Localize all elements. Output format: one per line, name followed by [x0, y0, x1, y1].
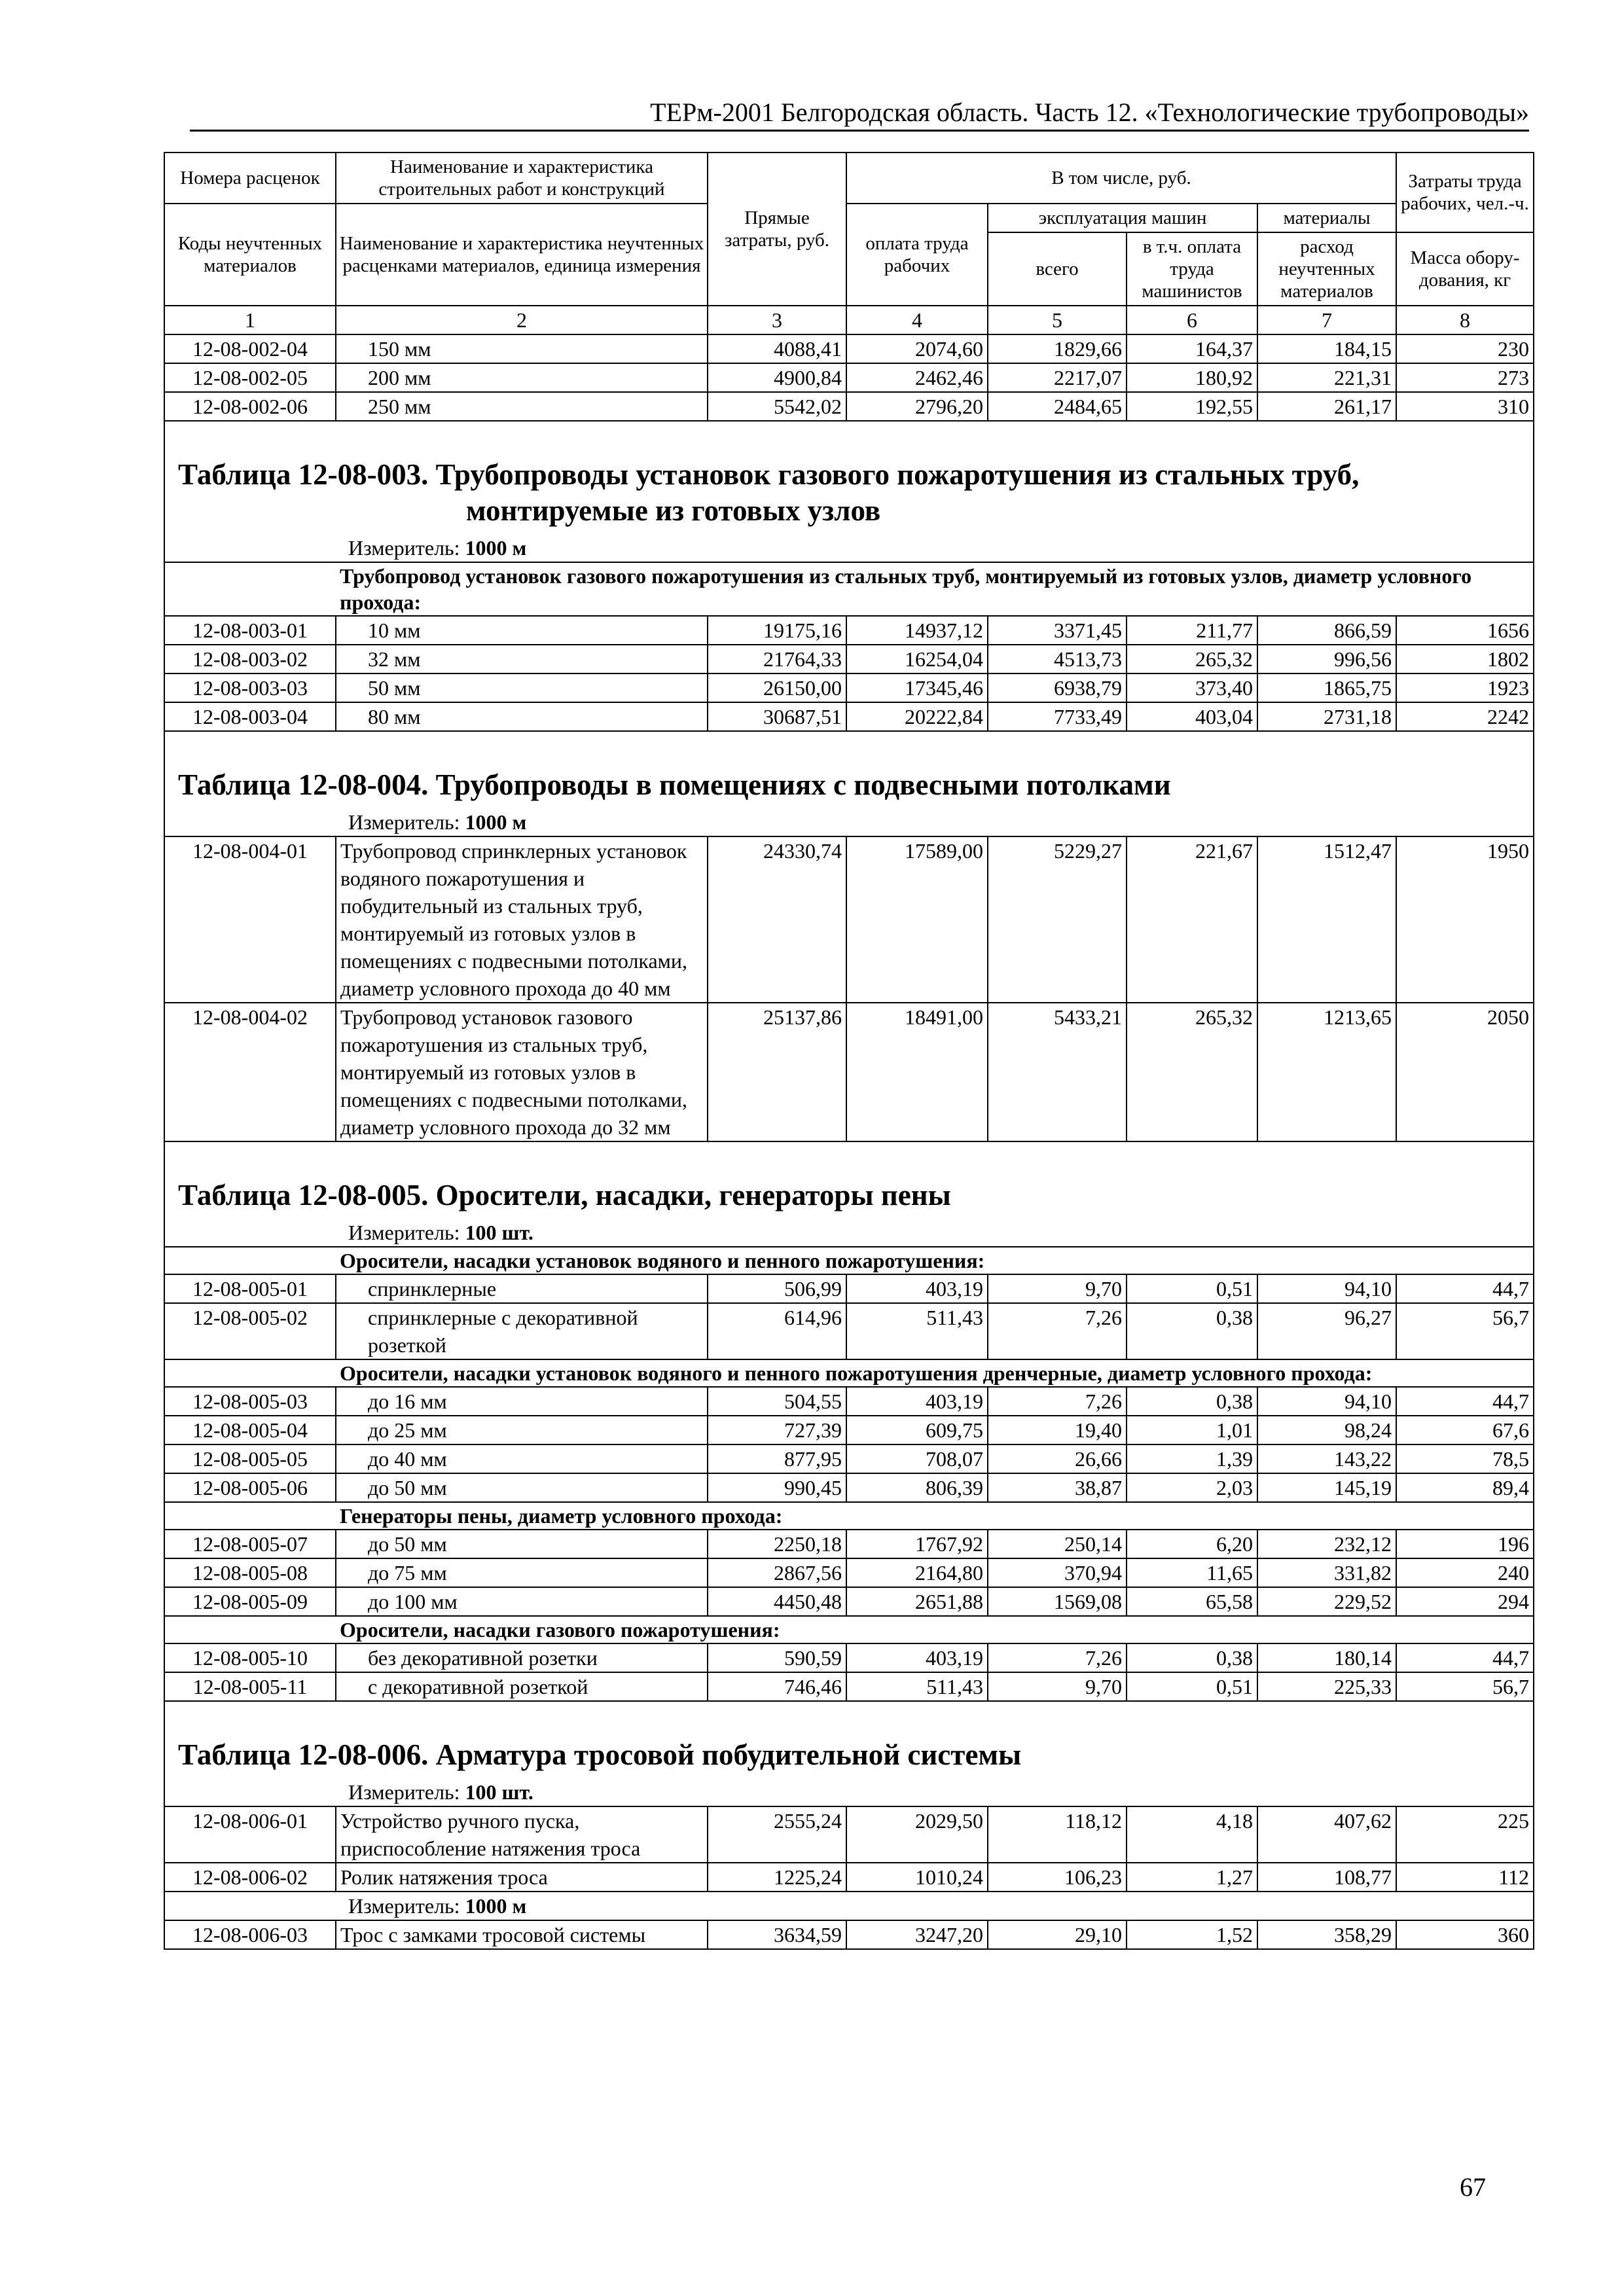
measure-value: 1000 м	[465, 810, 527, 834]
item-name: спринклерные	[336, 1274, 708, 1303]
rate-code: 12-08-005-07	[164, 1530, 336, 1558]
measure-label: Измеритель:	[348, 1780, 460, 1804]
operator-pay: 1,52	[1127, 1920, 1257, 1949]
col-head-direct-costs: Прямые затраты, руб.	[708, 152, 846, 306]
item-name: Ролик натяжения троса	[336, 1863, 708, 1892]
measure-value: 100 шт.	[465, 1221, 533, 1244]
col-number: 5	[988, 306, 1127, 334]
operator-pay: 0,38	[1127, 1643, 1257, 1672]
operator-pay: 11,65	[1127, 1558, 1257, 1587]
col-number: 7	[1257, 306, 1396, 334]
operator-pay: 1,01	[1127, 1416, 1257, 1444]
rate-code: 12-08-003-02	[164, 645, 336, 673]
machines-total: 4513,73	[988, 645, 1127, 673]
spacer	[164, 731, 1534, 738]
rate-code: 12-08-006-03	[164, 1920, 336, 1949]
operator-pay: 211,77	[1127, 616, 1257, 645]
section-row	[164, 1616, 1534, 1643]
table-row	[164, 702, 1534, 731]
col-number: 1	[164, 306, 336, 334]
col-number: 6	[1127, 306, 1257, 334]
item-name: без декоративной розетки	[336, 1643, 708, 1672]
worker-pay: 2796,20	[846, 392, 988, 421]
labor-or-mass: 44,7	[1396, 1387, 1534, 1416]
operator-pay: 221,67	[1127, 836, 1257, 1003]
table-title-row	[164, 428, 1534, 534]
worker-pay: 2651,88	[846, 1587, 988, 1616]
col-number: 2	[336, 306, 708, 334]
table-title-row	[164, 738, 1534, 808]
table-row	[164, 1444, 1534, 1473]
materials-cost: 866,59	[1257, 616, 1396, 645]
rate-code: 12-08-005-04	[164, 1416, 336, 1444]
col-head-machines: эксплуатация машин	[988, 204, 1257, 232]
rate-code: 12-08-004-01	[164, 836, 336, 1003]
materials-cost: 143,22	[1257, 1444, 1396, 1473]
table-title-text: Таблица 12-08-006. Арматура тросовой побудительной системы	[178, 1738, 1022, 1771]
labor-or-mass: 1950	[1396, 836, 1534, 1003]
direct-costs: 727,39	[708, 1416, 846, 1444]
table-row	[164, 616, 1534, 645]
operator-pay: 403,04	[1127, 702, 1257, 731]
measure-value: 1000 м	[465, 536, 527, 560]
price-table-page	[164, 152, 1533, 1950]
spacer-row	[164, 421, 1534, 428]
worker-pay: 14937,12	[846, 616, 988, 645]
worker-pay: 2029,50	[846, 1806, 988, 1863]
rate-code: 12-08-005-05	[164, 1444, 336, 1473]
table-row	[164, 1806, 1534, 1863]
item-name: до 50 мм	[336, 1473, 708, 1502]
header-row-2	[164, 204, 1534, 232]
machines-total: 7,26	[988, 1643, 1127, 1672]
materials-cost: 261,17	[1257, 392, 1396, 421]
materials-cost: 221,31	[1257, 363, 1396, 392]
machines-total: 2217,07	[988, 363, 1127, 392]
table-row	[164, 1643, 1534, 1672]
table-row	[164, 645, 1534, 673]
worker-pay: 18491,00	[846, 1003, 988, 1141]
table-row	[164, 836, 1534, 1003]
rate-code: 12-08-006-02	[164, 1863, 336, 1892]
measure-value: 1000 м	[465, 1894, 527, 1918]
worker-pay: 1010,24	[846, 1863, 988, 1892]
worker-pay: 2164,80	[846, 1558, 988, 1587]
direct-costs: 746,46	[708, 1672, 846, 1701]
rate-code: 12-08-002-04	[164, 334, 336, 363]
section-code-cell	[164, 562, 336, 616]
col-head-worker-pay: оплата труда рабочих	[846, 204, 988, 306]
worker-pay: 806,39	[846, 1473, 988, 1502]
col-number: 8	[1396, 306, 1534, 334]
col-head-mass: Масса обору-дования, кг	[1396, 232, 1534, 306]
operator-pay: 180,92	[1127, 363, 1257, 392]
machines-total: 1829,66	[988, 334, 1127, 363]
section-code-cell	[164, 1247, 336, 1274]
machines-total: 29,10	[988, 1920, 1127, 1949]
machines-total: 9,70	[988, 1274, 1127, 1303]
table-row	[164, 334, 1534, 363]
materials-cost: 180,14	[1257, 1643, 1396, 1672]
worker-pay: 17589,00	[846, 836, 988, 1003]
materials-cost: 1213,65	[1257, 1003, 1396, 1141]
worker-pay: 511,43	[846, 1303, 988, 1359]
operator-pay: 0,38	[1127, 1387, 1257, 1416]
table-title	[164, 1708, 1534, 1778]
operator-pay: 4,18	[1127, 1806, 1257, 1863]
measure	[164, 808, 1534, 836]
table-row	[164, 1530, 1534, 1558]
col-head-materials: материалы	[1257, 204, 1396, 232]
rate-code: 12-08-005-08	[164, 1558, 336, 1587]
direct-costs: 2250,18	[708, 1530, 846, 1558]
direct-costs: 2555,24	[708, 1806, 846, 1863]
materials-cost: 96,27	[1257, 1303, 1396, 1359]
rate-code: 12-08-003-04	[164, 702, 336, 731]
labor-or-mass: 294	[1396, 1587, 1534, 1616]
direct-costs: 4450,48	[708, 1587, 846, 1616]
section-heading: Оросители, насадки установок водяного и пенного пожаротушения:	[336, 1247, 1534, 1274]
item-name: 10 мм	[336, 616, 708, 645]
measure-value: 100 шт.	[465, 1780, 533, 1804]
operator-pay: 1,39	[1127, 1444, 1257, 1473]
direct-costs: 504,55	[708, 1387, 846, 1416]
machines-total: 2484,65	[988, 392, 1127, 421]
spacer-row	[164, 1141, 1534, 1149]
worker-pay: 403,19	[846, 1274, 988, 1303]
operator-pay: 265,32	[1127, 1003, 1257, 1141]
direct-costs: 590,59	[708, 1643, 846, 1672]
worker-pay: 20222,84	[846, 702, 988, 731]
table-row	[164, 1416, 1534, 1444]
materials-cost: 1865,75	[1257, 673, 1396, 702]
col-number: 4	[846, 306, 988, 334]
table-row	[164, 1920, 1534, 1949]
col-head-total: всего	[988, 232, 1127, 306]
section-heading: Генераторы пены, диаметр условного прохода:	[336, 1502, 1534, 1530]
operator-pay: 6,20	[1127, 1530, 1257, 1558]
rate-code: 12-08-005-03	[164, 1387, 336, 1416]
measure-label: Измеритель:	[348, 1894, 460, 1918]
table-title-row	[164, 1708, 1534, 1778]
labor-or-mass: 1923	[1396, 673, 1534, 702]
labor-or-mass: 196	[1396, 1530, 1534, 1558]
labor-or-mass: 240	[1396, 1558, 1534, 1587]
machines-total: 5229,27	[988, 836, 1127, 1003]
direct-costs: 2867,56	[708, 1558, 846, 1587]
machines-total: 7733,49	[988, 702, 1127, 731]
operator-pay: 164,37	[1127, 334, 1257, 363]
item-name: до 16 мм	[336, 1387, 708, 1416]
table-row	[164, 363, 1534, 392]
measure-row	[164, 1219, 1534, 1247]
rate-code: 12-08-005-11	[164, 1672, 336, 1701]
section-code-cell	[164, 1616, 336, 1643]
item-name: с декоративной розеткой	[336, 1672, 708, 1701]
measure	[164, 534, 1534, 562]
direct-costs: 5542,02	[708, 392, 846, 421]
rate-code: 12-08-005-02	[164, 1303, 336, 1359]
table-row	[164, 392, 1534, 421]
item-name: до 75 мм	[336, 1558, 708, 1587]
col-head-operator-pay: в т.ч. оплата труда машинистов	[1127, 232, 1257, 306]
table-title	[164, 1149, 1534, 1219]
labor-or-mass: 1656	[1396, 616, 1534, 645]
section-code-cell	[164, 1359, 336, 1387]
item-name: до 50 мм	[336, 1530, 708, 1558]
worker-pay: 1767,92	[846, 1530, 988, 1558]
col-head-including: В том числе, руб.	[846, 152, 1396, 204]
item-name: до 25 мм	[336, 1416, 708, 1444]
machines-total: 19,40	[988, 1416, 1127, 1444]
table-title-text: монтируемые из готовых узлов	[466, 494, 881, 527]
machines-total: 3371,45	[988, 616, 1127, 645]
materials-cost: 232,12	[1257, 1530, 1396, 1558]
col-head-material-codes: Коды неучтенных материалов	[164, 204, 336, 306]
worker-pay: 403,19	[846, 1643, 988, 1672]
rate-code: 12-08-005-10	[164, 1643, 336, 1672]
direct-costs: 30687,51	[708, 702, 846, 731]
materials-cost: 225,33	[1257, 1672, 1396, 1701]
section-row	[164, 1247, 1534, 1274]
labor-or-mass: 44,7	[1396, 1643, 1534, 1672]
section-code-cell	[164, 1502, 336, 1530]
direct-costs: 877,95	[708, 1444, 846, 1473]
labor-or-mass: 273	[1396, 363, 1534, 392]
machines-total: 250,14	[988, 1530, 1127, 1558]
operator-pay: 65,58	[1127, 1587, 1257, 1616]
direct-costs: 19175,16	[708, 616, 846, 645]
section-heading: Трубопровод установок газового пожаротушения из стальных труб, монтируемый из готовых узлов, диаметр условного прохода:	[336, 562, 1534, 616]
materials-cost: 331,82	[1257, 1558, 1396, 1587]
direct-costs: 990,45	[708, 1473, 846, 1502]
worker-pay: 511,43	[846, 1672, 988, 1701]
header-rule	[190, 130, 1529, 132]
item-name: 200 мм	[336, 363, 708, 392]
labor-or-mass: 2050	[1396, 1003, 1534, 1141]
col-head-material-names: Наименование и характеристика неучтенных расценками материалов, единица измерения	[336, 204, 708, 306]
table-row	[164, 1003, 1534, 1141]
spacer	[164, 421, 1534, 428]
spacer-row	[164, 731, 1534, 738]
item-name: Трос с замками тросовой системы	[336, 1920, 708, 1949]
rate-code: 12-08-005-01	[164, 1274, 336, 1303]
direct-costs: 4088,41	[708, 334, 846, 363]
measure-row	[164, 1892, 1534, 1920]
table-title-text: Таблица 12-08-005. Оросители, насадки, генераторы пены	[178, 1179, 951, 1211]
rate-code: 12-08-003-01	[164, 616, 336, 645]
materials-cost: 1512,47	[1257, 836, 1396, 1003]
measure-label: Измеритель:	[348, 1221, 460, 1244]
item-name: 150 мм	[336, 334, 708, 363]
rate-code: 12-08-005-06	[164, 1473, 336, 1502]
table-row	[164, 673, 1534, 702]
materials-cost: 108,77	[1257, 1863, 1396, 1892]
table-title-text: Таблица 12-08-003. Трубопроводы установок газового пожаротушения из стальных труб,	[178, 458, 1360, 491]
machines-total: 370,94	[988, 1558, 1127, 1587]
labor-or-mass: 78,5	[1396, 1444, 1534, 1473]
worker-pay: 3247,20	[846, 1920, 988, 1949]
materials-cost: 98,24	[1257, 1416, 1396, 1444]
section-row	[164, 1502, 1534, 1530]
table-row	[164, 1863, 1534, 1892]
page-number: 67	[1460, 2172, 1486, 2202]
operator-pay: 0,38	[1127, 1303, 1257, 1359]
direct-costs: 3634,59	[708, 1920, 846, 1949]
worker-pay: 16254,04	[846, 645, 988, 673]
direct-costs: 4900,84	[708, 363, 846, 392]
operator-pay: 0,51	[1127, 1274, 1257, 1303]
labor-or-mass: 225	[1396, 1806, 1534, 1863]
section-row	[164, 1359, 1534, 1387]
rate-code: 12-08-002-05	[164, 363, 336, 392]
table-title	[164, 428, 1534, 534]
section-row	[164, 562, 1534, 616]
column-numbers-row	[164, 306, 1534, 334]
measure-label: Измеритель:	[348, 536, 460, 560]
table-row	[164, 1303, 1534, 1359]
worker-pay: 2462,46	[846, 363, 988, 392]
worker-pay: 609,75	[846, 1416, 988, 1444]
direct-costs: 1225,24	[708, 1863, 846, 1892]
col-head-labor: Затраты труда рабочих, чел.-ч.	[1396, 152, 1534, 232]
materials-cost: 996,56	[1257, 645, 1396, 673]
operator-pay: 373,40	[1127, 673, 1257, 702]
machines-total: 7,26	[988, 1303, 1127, 1359]
item-name: Трубопровод спринклерных установок водяного пожаротушения и побудительный из стальных труб, монтируемый из готовых узлов в помещениях с подвесными потолками, диаметр условного прохода до 40 мм	[336, 836, 708, 1003]
item-name: 32 мм	[336, 645, 708, 673]
running-header: ТЕРм-2001 Белгородская область. Часть 12. «Технологические трубопроводы»	[650, 98, 1529, 127]
materials-cost: 94,10	[1257, 1387, 1396, 1416]
machines-total: 9,70	[988, 1672, 1127, 1701]
measure-row	[164, 1778, 1534, 1806]
labor-or-mass: 310	[1396, 392, 1534, 421]
col-number: 3	[708, 306, 846, 334]
direct-costs: 24330,74	[708, 836, 846, 1003]
section-heading: Оросители, насадки газового пожаротушения:	[336, 1616, 1534, 1643]
rate-code: 12-08-005-09	[164, 1587, 336, 1616]
machines-total: 5433,21	[988, 1003, 1127, 1141]
table-title-text: Таблица 12-08-004. Трубопроводы в помещениях с подвесными потолками	[178, 768, 1171, 801]
rate-code: 12-08-006-01	[164, 1806, 336, 1863]
operator-pay: 192,55	[1127, 392, 1257, 421]
table-row	[164, 1473, 1534, 1502]
table-title-row	[164, 1149, 1534, 1219]
materials-cost: 184,15	[1257, 334, 1396, 363]
measure-row	[164, 808, 1534, 836]
price-table	[164, 152, 1534, 1950]
machines-total: 6938,79	[988, 673, 1127, 702]
table-row	[164, 1387, 1534, 1416]
operator-pay: 2,03	[1127, 1473, 1257, 1502]
direct-costs: 25137,86	[708, 1003, 846, 1141]
table-row	[164, 1587, 1534, 1616]
measure	[164, 1892, 1534, 1920]
measure-row	[164, 534, 1534, 562]
labor-or-mass: 56,7	[1396, 1672, 1534, 1701]
item-name: до 40 мм	[336, 1444, 708, 1473]
table-row	[164, 1558, 1534, 1587]
labor-or-mass: 56,7	[1396, 1303, 1534, 1359]
labor-or-mass: 230	[1396, 334, 1534, 363]
direct-costs: 614,96	[708, 1303, 846, 1359]
labor-or-mass: 44,7	[1396, 1274, 1534, 1303]
col-head-unaccounted: расход неучтенных материалов	[1257, 232, 1396, 306]
labor-or-mass: 89,4	[1396, 1473, 1534, 1502]
worker-pay: 2074,60	[846, 334, 988, 363]
measure-label: Измеритель:	[348, 810, 460, 834]
item-name: до 100 мм	[336, 1587, 708, 1616]
labor-or-mass: 2242	[1396, 702, 1534, 731]
materials-cost: 229,52	[1257, 1587, 1396, 1616]
spacer	[164, 1141, 1534, 1149]
operator-pay: 1,27	[1127, 1863, 1257, 1892]
rate-code: 12-08-003-03	[164, 673, 336, 702]
header-row-1	[164, 152, 1534, 204]
direct-costs: 506,99	[708, 1274, 846, 1303]
spacer	[164, 1701, 1534, 1708]
worker-pay: 708,07	[846, 1444, 988, 1473]
labor-or-mass: 67,6	[1396, 1416, 1534, 1444]
labor-or-mass: 360	[1396, 1920, 1534, 1949]
item-name: Трубопровод установок газового пожаротушения из стальных труб, монтируемый из готовых узлов в помещениях с подвесными потолками, диаметр условного прохода до 32 мм	[336, 1003, 708, 1141]
direct-costs: 21764,33	[708, 645, 846, 673]
col-head-codes: Номера расценок	[164, 152, 336, 204]
machines-total: 38,87	[988, 1473, 1127, 1502]
section-heading: Оросители, насадки установок водяного и пенного пожаротушения дренчерные, диаметр условного прохода:	[336, 1359, 1534, 1387]
operator-pay: 0,51	[1127, 1672, 1257, 1701]
machines-total: 106,23	[988, 1863, 1127, 1892]
worker-pay: 17345,46	[846, 673, 988, 702]
item-name: 80 мм	[336, 702, 708, 731]
machines-total: 1569,08	[988, 1587, 1127, 1616]
machines-total: 26,66	[988, 1444, 1127, 1473]
measure	[164, 1778, 1534, 1806]
table-row	[164, 1274, 1534, 1303]
direct-costs: 26150,00	[708, 673, 846, 702]
table-row	[164, 1672, 1534, 1701]
materials-cost: 2731,18	[1257, 702, 1396, 731]
materials-cost: 145,19	[1257, 1473, 1396, 1502]
labor-or-mass: 1802	[1396, 645, 1534, 673]
item-name: спринклерные с декоративной розеткой	[336, 1303, 708, 1359]
rate-code: 12-08-002-06	[164, 392, 336, 421]
worker-pay: 403,19	[846, 1387, 988, 1416]
materials-cost: 407,62	[1257, 1806, 1396, 1863]
materials-cost: 358,29	[1257, 1920, 1396, 1949]
item-name: 250 мм	[336, 392, 708, 421]
rate-code: 12-08-004-02	[164, 1003, 336, 1141]
operator-pay: 265,32	[1127, 645, 1257, 673]
labor-or-mass: 112	[1396, 1863, 1534, 1892]
materials-cost: 94,10	[1257, 1274, 1396, 1303]
table-title	[164, 738, 1534, 808]
machines-total: 7,26	[988, 1387, 1127, 1416]
item-name: Устройство ручного пуска, приспособление натяжения троса	[336, 1806, 708, 1863]
measure	[164, 1219, 1534, 1247]
spacer-row	[164, 1701, 1534, 1708]
item-name: 50 мм	[336, 673, 708, 702]
col-head-name: Наименование и характеристика строительных работ и конструкций	[336, 152, 708, 204]
machines-total: 118,12	[988, 1806, 1127, 1863]
